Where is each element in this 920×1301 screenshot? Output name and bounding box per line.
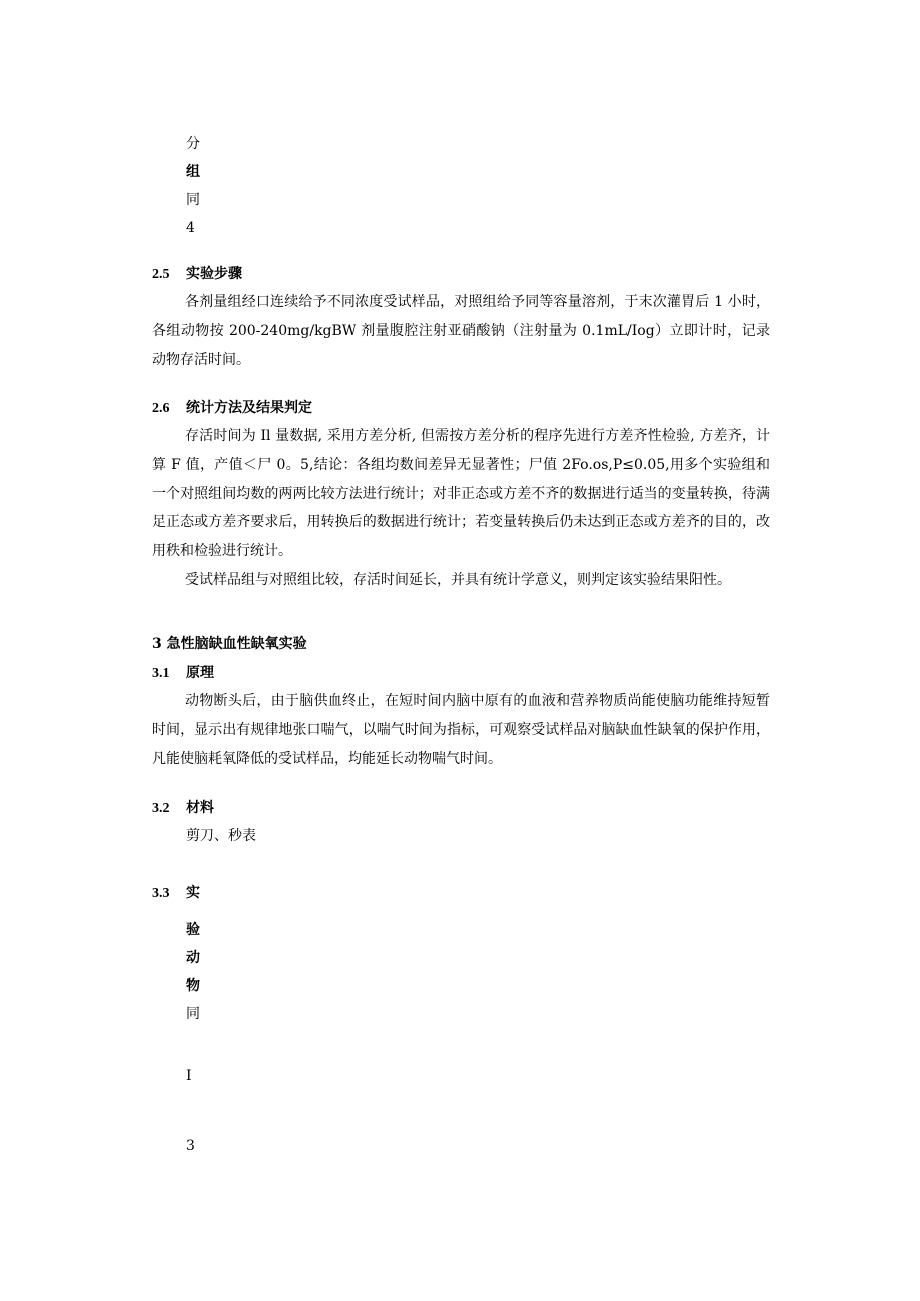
- section-3-2-heading: [152, 798, 214, 818]
- section-3-3-heading: [152, 883, 200, 903]
- fragment-tong: 同: [186, 192, 200, 208]
- fragment-zu: 组: [186, 164, 200, 180]
- fragment-4: 4: [186, 220, 195, 236]
- fragment-dong: 动: [186, 950, 200, 966]
- section-2-6-paragraph-2: 受试样品组与对照组比较，存活时间延长，并具有统计学意义，则判定该实验结果阳性。: [185, 572, 731, 588]
- section-title: 原理: [186, 665, 214, 681]
- section-2-6-paragraph-1: 存活时间为 Il 量数据, 采用方差分析, 但需按方差分析的程序先进行方差齐性检验, 方差齐，计算 F 值，产值＜尸 0。5,结论：各组均数间差异无显著性；尸值 2Fo.os,P≤0.05,用多个实验组和一个对照组间均数的两两比较方法进行统计；对非正态或方差不齐的数据进行适当的变量转换，待满足正态或方差齐要求后，用转换后的数据进行统计；若变量转换后仍未达到正态或方差齐的目的，改用秩和检验进行统计。: [152, 428, 770, 560]
- fragment-yan: 验: [186, 922, 200, 938]
- section-2-5-heading: [152, 264, 242, 284]
- section-3-heading: 3 急性脑缺血性缺氧实验: [152, 636, 307, 652]
- fragment-i: I: [186, 1068, 192, 1084]
- section-title: 材料: [186, 800, 214, 816]
- section-number: 3.2: [152, 801, 170, 816]
- fragment-tong-2: 同: [186, 1006, 200, 1022]
- section-title: 统计方法及结果判定: [186, 400, 312, 416]
- section-number: 2.6: [152, 401, 170, 416]
- fragment-wu: 物: [186, 978, 200, 994]
- section-2-5-paragraph: 各剂量组经口连续给予不同浓度受试样品，对照组给予同等容量溶剂，于末次灌胃后 1 小时，各组动物按 200-240mg/kgBW 剂量腹腔注射亚硝酸钠（注射量为 0.1mL/Iog）立即计时，记录动物存活时间。: [152, 294, 770, 368]
- fragment-fen: 分: [186, 136, 200, 152]
- section-title: 实: [186, 885, 200, 901]
- section-title: 实验步骤: [186, 266, 242, 282]
- section-2-6-heading: [152, 398, 312, 418]
- section-3-1-heading: [152, 663, 214, 683]
- section-3-1-paragraph: 动物断头后，由于脑供血终止，在短时间内脑中原有的血液和营养物质尚能使脑功能维持短暂时间，显示出有规律地张口喘气，以喘气时间为指标，可观察受试样品对脑缺血性缺氧的保护作用，凡能使脑耗氧降低的受试样品，均能延长动物喘气时间。: [152, 693, 770, 767]
- section-number: 2.5: [152, 267, 170, 282]
- fragment-3: 3: [186, 1138, 195, 1154]
- section-number: 3.1: [152, 666, 170, 681]
- section-number: 3.3: [152, 886, 170, 901]
- section-3-2-text: 剪刀、秒表: [186, 828, 256, 844]
